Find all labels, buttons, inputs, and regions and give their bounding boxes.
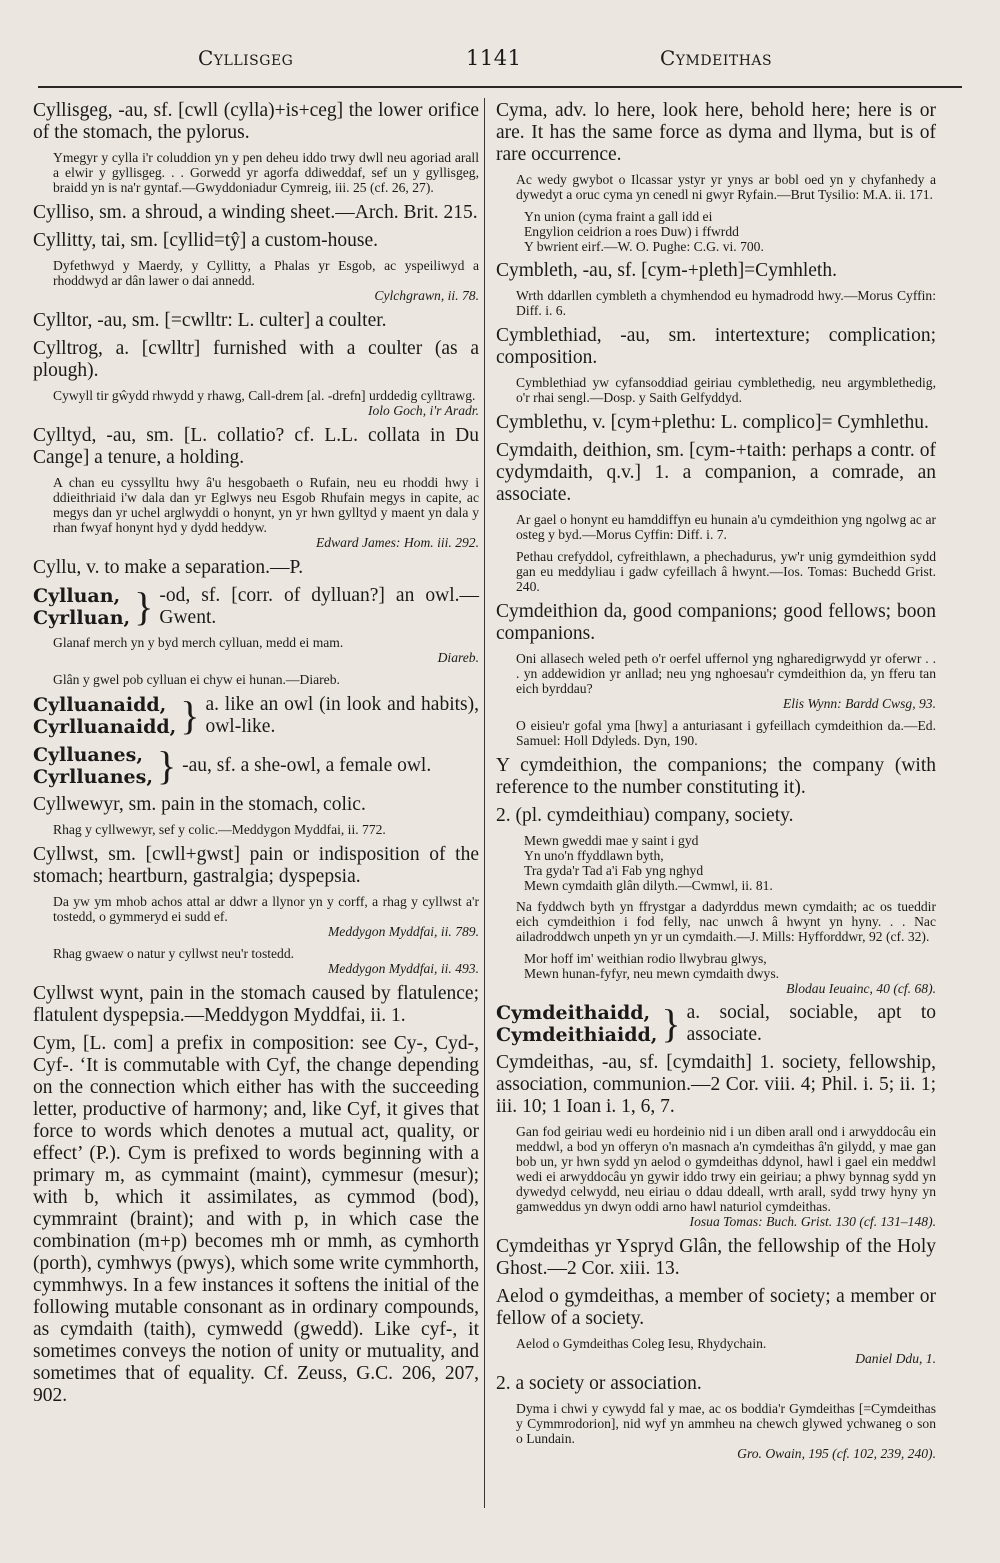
citation-quote <box>516 512 936 542</box>
citation-text: Dyma i chwi y cywydd fal y mae, ac os boddia'r Gymdeithas [=Cymdeithas y Cymmrodorion], nid wyf yn ammheu na chewch glywed ychwaneg o son o Lundain. <box>516 1401 936 1446</box>
verse-line: Engylion ceidrion a roes Duw) i ffwrdd <box>524 224 739 239</box>
dictionary-entry: Cymblethu, v. [cym+plethu: L. complico]= Cymhlethu. <box>496 412 929 433</box>
dictionary-entry: Cym, [L. com] a prefix in composition: see Cy-, Cyd-, Cyf-. ‘It is commutable with Cyf, the change depending on the connection which either has with the succeeding letter, productive of harmony; and, like Cyf, it gives that force to words which denotes a mutual act, quality, or effect’ (P.). Cym is prefixed to words beginning with a primary m, as cymmaint (maint), cymmesur (mesur); with b, which it assimilates, as cymmod (bod), cymmraint (braint); and with p, in which case the combination (m+p) becomes mh or mmh, as cymhorth (porth), cymhwys (pwys), which some write cymmhorth, cymmhwys. In a few instances it softens the initial of the following mutable consonant as in ordinary compounds, as cymdaith (taith), cymwedd (gwedd). Like cyf-, it sometimes conveys the notion of unity or mutuality, and sometimes that of equality. Cf. Zeuss, G.C. 206, 207, 902. <box>33 1033 479 1406</box>
verse-line: Mor hoff im' weithian rodio llwybrau glwys, <box>524 951 767 966</box>
citation-text: Cywyll tir gŵydd rhwydd y rhawg, Call-drem [al. -drefn] urddedig cylltrawg. <box>53 388 476 403</box>
citation-text: Ac wedy gwybot o Ilcassar ystyr yr ynys ar bobl oed yn y chyfanhedy a dywedyt a oruc cyma yn cenedl ni gwyr Ryfain.—Brut Tysilio: M.A. ii. 171. <box>516 172 936 202</box>
citation-text: Ymegyr y cylla i'r coluddion yn y pen deheu iddo trwy dwll neu agoriad arall a elwir y gyllisgeg. . . Gorwedd yr agorfa ddiweddaf, sef un y gyllisgeg, braidd yn is na'r gyntaf.—Gwyddoniadur Cymreig, iii. 25 (cf. 26, 27). <box>53 150 479 195</box>
citation-quote <box>53 150 479 195</box>
citation-quote <box>53 822 479 837</box>
running-head-right: Cymdeithas <box>660 46 773 70</box>
citation-text: Da yw ym mhob achos attal ar ddwr a llynor yn y corff, a rhag y cyllwst a'r tostedd, o gymmeryd ei sudd ef. <box>53 894 479 924</box>
citation-source: Edward James: Hom. iii. 292. <box>316 535 479 550</box>
dictionary-entry: Cyllu, v. to make a separation.—P. <box>33 557 304 578</box>
dictionary-entry: Cyllisgeg, -au, sf. [cwll (cylla)+is+ceg] the lower orifice of the stomach, the pylorus. <box>33 100 479 143</box>
citation-text: Glân y gwel pob cylluan ei chyw ei hunan.—Diareb. <box>53 672 340 687</box>
headword-definition: a. like an owl (in look and habits), owl-like. <box>205 694 479 737</box>
dictionary-entry: Cylliso, sm. a shroud, a winding sheet.—Arch. Brit. 215. <box>33 202 478 223</box>
page-number: 1141 <box>466 46 522 70</box>
verse-quote <box>524 951 936 996</box>
citation-quote <box>516 1336 936 1366</box>
citation-quote <box>53 635 479 665</box>
running-head-left: Cyllisgeg <box>198 46 294 70</box>
citation-quote <box>516 1124 936 1229</box>
headword: Cylluanaidd, <box>33 694 167 716</box>
headword: Cyrlluanes, <box>33 766 153 788</box>
citation-quote <box>53 946 479 976</box>
dictionary-entry: Cyllitty, tai, sm. [cyllid=tŷ] a custom-house. <box>33 230 378 251</box>
citation-source: Meddygon Myddfai, ii. 789. <box>327 924 479 939</box>
paired-headwords-entry <box>496 1002 936 1046</box>
brace-mark: } <box>661 1001 681 1046</box>
citation-source: Blodau Ieuainc, 40 (cf. 68). <box>786 981 936 996</box>
citation-source: Diareb. <box>437 650 479 665</box>
right-column <box>496 100 936 1468</box>
citation-quote <box>516 718 936 748</box>
entry-sense: Y cymdeithion, the companions; the company (with reference to the number constituting it). <box>496 755 936 798</box>
citation-text: Cymblethiad yw cyfansoddiad geiriau cymblethedig, neu argymblethedig, o'r rhai sengl.—Dosp. y Saith Gelfyddyd. <box>516 375 936 405</box>
dictionary-entry: Cyllwst, sm. [cwll+gwst] pain or indisposition of the stomach; heartburn, gastralgia; dyspepsia. <box>33 844 479 887</box>
dictionary-entry: Cymdaith, deithion, sm. [cym-+taith: perhaps a contr. of cydymdaith, q.v.] 1. a companion, a comrade, an associate. <box>496 440 936 505</box>
brace-mark: } <box>180 693 200 738</box>
headword: Cylluanes, <box>33 744 143 766</box>
verse-line: Mewn cymdaith glân dilyth.—Cwmwl, ii. 81. <box>524 878 773 893</box>
citation-source: Gro. Owain, 195 (cf. 102, 239, 240). <box>737 1446 936 1461</box>
headword-definition: a. social, sociable, apt to associate. <box>686 1002 936 1045</box>
citation-quote <box>53 475 479 550</box>
entry-sense: Aelod o gymdeithas, a member of society; a member or fellow of a society. <box>496 1286 936 1329</box>
brace-mark: } <box>134 584 154 629</box>
headword: Cyrlluanaidd, <box>33 716 177 738</box>
headword: Cymdeithiaidd, <box>496 1024 658 1046</box>
citation-source: Meddygon Myddfai, ii. 493. <box>327 961 479 976</box>
dictionary-entry: Cymbleth, -au, sf. [cym-+pleth]=Cymhleth. <box>496 260 837 281</box>
citation-text: Gan fod geiriau wedi eu hordeinio nid i un diben arall ond i arwyddocâu ein meddwl, a bod yn offeryn o'n masnach a'n cymdeithas â'n gilydd, y mae gan bob un, yr hwn sydd yn aelod o gymdeithas ddynol, hawl i gael ein meddwl wedi ei arwyddocâu yn gywir iddo trwy ein geiriau; a phwy bynnag sydd yn dywedyd celwydd, neu eiriau o ddau ddeall, wrth arall, sydd trwy hyny yn gamweddus yn dwyn oddi arno hawl naturiol cymdeithas. <box>516 1124 936 1214</box>
citation-quote <box>516 172 936 202</box>
dictionary-entry: Cylltrog, a. [cwlltr] furnished with a coulter (as a plough). <box>33 338 479 381</box>
citation-text: Oni allasech weled peth o'r oerfel uffernol yng ngharedigrwydd yr oferwr . . . yn addewidion yr anllad; neu yng nghoesau'r cymdeithion da, yn fferu tan eich byrddau? <box>516 651 936 696</box>
citation-text: Pethau crefyddol, cyfreithlawn, a phechadurus, yw'r unig gymdeithion sydd gan eu meddyliau i gadw cyfeillach â hwynt.—Ios. Tomas: Buchedd Grist. 240. <box>516 549 936 594</box>
headword: Cymdeithaidd, <box>496 1002 651 1024</box>
entry-sense: Cymdeithas yr Yspryd Glân, the fellowship of the Holy Ghost.—2 Cor. xiii. 13. <box>496 1236 936 1279</box>
citation-source: Iosua Tomas: Buch. Grist. 130 (cf. 131–148). <box>689 1214 936 1229</box>
citation-quote <box>516 549 936 594</box>
entry-sense: Cyllwst wynt, pain in the stomach caused by flatulence; flatulent dyspepsia.—Meddygon Myddfai, ii. 1. <box>33 983 479 1026</box>
citation-quote <box>516 651 936 711</box>
verse-line: Tra gyda'r Tad a'i Fab yng nghyd <box>524 863 704 878</box>
citation-quote <box>53 388 479 418</box>
dictionary-entry: Cymblethiad, -au, sm. intertexture; complication; composition. <box>496 325 936 368</box>
headword-definition: -od, sf. [corr. of dylluan?] an owl.—Gwent. <box>159 585 479 628</box>
paired-headwords-entry <box>33 694 479 738</box>
citation-quote <box>53 894 479 939</box>
headword-pair <box>33 694 176 738</box>
verse-line: Yn uno'n ffyddlawn byth, <box>524 848 664 863</box>
citation-text: Wrth ddarllen cymbleth a chymhendod eu hymadrodd hwy.—Morus Cyffin: Diff. i. 6. <box>516 288 936 318</box>
citation-quote <box>516 899 936 944</box>
citation-source: Cylchgrawn, ii. 78. <box>374 288 479 303</box>
verse-line: Mewn gweddi mae y saint i gyd <box>524 833 699 848</box>
dictionary-entry: Cylltor, -au, sm. [=cwlltr: L. culter] a coulter. <box>33 310 387 331</box>
citation-quote <box>516 288 936 318</box>
entry-sense: 2. (pl. cymdeithiau) company, society. <box>496 805 794 826</box>
dictionary-entry: Cyllwewyr, sm. pain in the stomach, colic. <box>33 794 366 815</box>
dictionary-entry: Cylltyd, -au, sm. [L. collatio? cf. L.L. collata in Du Cange] a tenure, a holding. <box>33 425 479 468</box>
headword-definition: -au, sf. a she-owl, a female owl. <box>182 755 432 776</box>
citation-quote <box>516 375 936 405</box>
entry-sense: Cymdeithion da, good companions; good fellows; boon companions. <box>496 601 936 644</box>
citation-text: O eisieu'r gofal yma [hwy] a anturiasant i gyfeillach cymdeithion da.—Ed. Samuel: Holl Ddyleds. Dyn, 190. <box>516 718 936 748</box>
header-rule <box>38 86 962 88</box>
headword: Cyrlluan, <box>33 607 131 629</box>
citation-quote <box>53 258 479 303</box>
headword-pair <box>33 744 153 788</box>
citation-quote <box>53 672 479 687</box>
citation-text: Dyfethwyd y Maerdy, y Cyllitty, a Phalas yr Esgob, ac yspeiliwyd a rhoddwyd ar dân lawer o dai annedd. <box>53 258 479 288</box>
headword-pair <box>496 1002 657 1046</box>
paired-headwords-entry <box>33 744 479 788</box>
verse-line: Yn union (cyma fraint a gall idd ei <box>524 209 713 224</box>
citation-text: Rhag gwaew o natur y cyllwst neu'r tostedd. <box>53 946 295 961</box>
citation-text: Ar gael o honynt eu hamddiffyn eu hunain a'u cymdeithion yng ngolwg ac ar osteg y byd.—Morus Cyffin: Diff. i. 7. <box>516 512 936 542</box>
verse-line: Mewn hunan-fyfyr, neu mewn cymdaith dwys. <box>524 966 780 981</box>
entry-sense: 2. a society or association. <box>496 1373 702 1394</box>
headword: Cylluan, <box>33 585 121 607</box>
column-rule <box>484 98 485 1508</box>
citation-text: Aelod o Gymdeithas Coleg Iesu, Rhydychain. <box>516 1336 767 1351</box>
left-column <box>33 100 479 1413</box>
citation-source: Daniel Ddu, 1. <box>855 1351 936 1366</box>
citation-quote <box>516 1401 936 1461</box>
citation-text: Na fyddwch byth yn ffrystgar a dadyrddus mewn cymdaith; ac os tueddir eich cymdeithion i fod felly, nac unwch â hwynt yn hyny. . . Nac ailadroddwch unpeth yn yr un cymdaith.—J. Mills: Hyfforddwr, 92 (cf. 32). <box>516 899 936 944</box>
citation-text: Glanaf merch yn y byd merch cylluan, medd ei mam. <box>53 635 344 650</box>
paired-headwords-entry <box>33 585 479 629</box>
citation-text: Rhag y cyllwewyr, sef y colic.—Meddygon Myddfai, ii. 772. <box>53 822 386 837</box>
headword-pair <box>33 585 130 629</box>
citation-text: A chan eu cyssylltu hwy â'u hesgobaeth o Rufain, neu eu rhoddi hwy i ddieithriaid i'w dala dan yr Eglwys neu Esgob Rhufain megys in capite, ac megys dan yr uchel arglwyddi o honynt, yn yr hwn gylltyd y maent yn dala y rhan fwyaf honynt hyd y dydd heddyw. <box>53 475 479 535</box>
verse-line: Y bwrient eirf.—W. O. Pughe: C.G. vi. 700. <box>524 239 764 254</box>
dictionary-entry: Cymdeithas, -au, sf. [cymdaith] 1. society, fellowship, association, communion.—2 Cor. viii. 4; Phil. i. 5; ii. 1; iii. 10; 1 Ioan i. 1, 6, 7. <box>496 1052 936 1117</box>
brace-mark: } <box>156 743 177 788</box>
dictionary-entry: Cyma, adv. lo here, look here, behold here; here is or are. It has the same force as dyma and llyma, but is of rare occurrence. <box>496 100 936 165</box>
citation-source: Elis Wynn: Bardd Cwsg, 93. <box>782 696 936 711</box>
verse-quote <box>524 833 936 893</box>
citation-source: Iolo Goch, i'r Aradr. <box>367 403 479 418</box>
verse-quote <box>524 209 936 254</box>
